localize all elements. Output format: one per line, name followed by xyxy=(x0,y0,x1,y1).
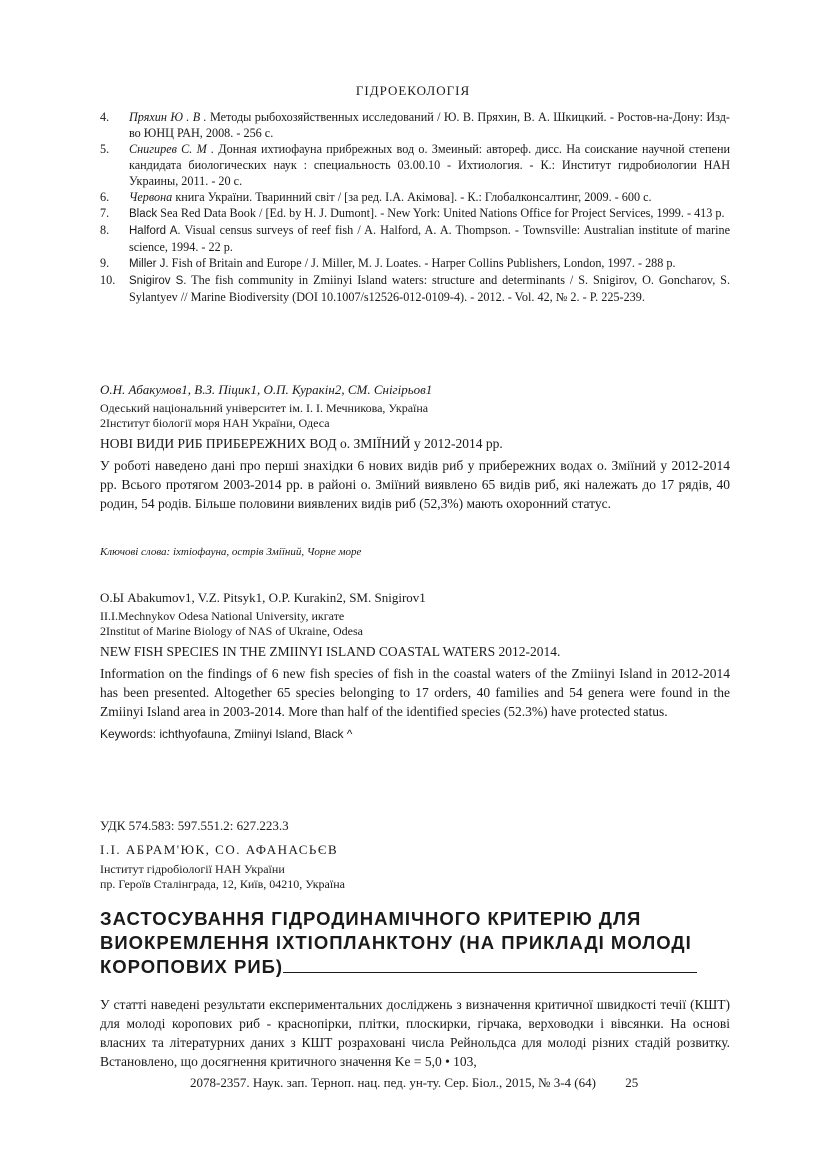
reference-text: Донная ихтиофауна прибрежных вод о. Змеиный: автореф. дисс. На соискание научной степени кандидата биологических наук : специальность 03.00.10 - Ихтиология. - К.: Институт гидробиологии НАН Украины, 2011. - 20 с. xyxy=(129,142,731,188)
page-number: 25 xyxy=(625,1075,639,1090)
reference-number: 9. xyxy=(100,256,110,270)
affiliation-uk-1: Одеський національний університет ім. І. І. Мечникова, Україна xyxy=(100,401,429,415)
reference-item xyxy=(100,205,730,222)
reference-text: Fish of Britain and Europe / J. Miller, M. J. Loates. - Harper Collins Publishers, London, 1997. - 288 p. xyxy=(168,256,676,270)
reference-author: Snigirov S. xyxy=(129,275,187,287)
abstract-title-uk: НОВІ ВИДИ РИБ ПРИБЕРЕЖНИХ ВОД о. ЗМІЇНИЙ у 2012-2014 рр. xyxy=(100,436,503,451)
reference-item xyxy=(100,109,730,141)
authors-en: О.Ы Abakumov1, V.Z. Pitsyk1, O.P. Kurakin2, SM. Snigirov1 xyxy=(100,590,426,605)
reference-author: Black xyxy=(129,208,158,220)
reference-list xyxy=(100,109,730,305)
reference-author: Снигирев С. М . xyxy=(129,142,215,156)
article-title-line: ВИОКРЕМЛЕННЯ ІХТІОПЛАНКТОНУ (НА ПРИКЛАДІ МОЛОДІ xyxy=(100,932,692,953)
reference-author: Пряхин Ю . В . xyxy=(129,110,207,124)
reference-item xyxy=(100,222,730,255)
abstract-uk-section xyxy=(100,382,730,513)
running-header: ГІДРОЕКОЛОГІЯ xyxy=(355,83,471,98)
abstract-title-en: NEW FISH SPECIES IN THE ZMIINYI ISLAND COASTAL WATERS 2012-2014. xyxy=(100,644,561,659)
authors-article: І.І. АБРАМ'ЮК, СО. АФАНАСЬЄВ xyxy=(100,842,339,857)
affiliation-uk-2: 2Інститут біології моря НАН України, Одеса xyxy=(100,416,330,430)
authors-uk: О.Н. Абакумов1, В.З. Піцик1, О.П. Куракін2, СМ. Снігірьов1 xyxy=(100,382,433,397)
article-header xyxy=(100,818,730,892)
reference-text: книга України. Тваринний світ / [за ред. I.А. Акімова]. - К.: Глобалконсалтинг, 2009. - 600 с. xyxy=(172,190,652,204)
reference-item xyxy=(100,272,730,305)
reference-item xyxy=(100,255,730,272)
reference-number: 4. xyxy=(100,110,110,124)
udc-code: УДК 574.583: 597.551.2: 627.223.3 xyxy=(100,818,289,833)
affiliation-en-1: II.I.Mechnykov Odesa National University, икгате xyxy=(100,609,345,623)
title-rule xyxy=(283,958,697,973)
reference-author: Miller J. xyxy=(129,258,169,270)
reference-text: The fish community in Zmiinyi Island waters: structure and determinants / S. Snigirov, O. Goncharov, S. Sylantyev // Marine Biodiversity (DOI 10.1007/s12526-012-0109-4). - 2012. - Vol. 42, № 2. - P. 225-239. xyxy=(129,273,731,304)
affiliation-en-2: 2Institut of Marine Biology of NAS of Ukraine, Odesa xyxy=(100,624,363,638)
reference-number: 8. xyxy=(100,223,110,237)
affiliation-article-1: Інститут гідробіології НАН України xyxy=(100,862,285,876)
reference-author: Червона xyxy=(129,190,173,204)
reference-number: 6. xyxy=(100,190,110,204)
reference-item xyxy=(100,189,730,205)
reference-number: 10. xyxy=(100,273,116,287)
article-title-line: ЗАСТОСУВАННЯ ГІДРОДИНАМІЧНОГО КРИТЕРІЮ ДЛЯ xyxy=(100,908,642,929)
reference-number: 5. xyxy=(100,142,110,156)
keywords-uk: Ключові слова: іхтіофауна, острів Зміїний, Чорне море xyxy=(100,546,362,558)
reference-author: Halford A. xyxy=(129,225,181,237)
keywords-en: Keywords: ichthyofauna, Zmiinyi Island, Black ^ xyxy=(100,727,353,741)
reference-number: 7. xyxy=(100,206,110,220)
page-footer xyxy=(190,1075,638,1091)
abstract-en-section xyxy=(100,590,730,741)
reference-text: Sea Red Data Book / [Ed. by H. J. Dumont]. - New York: United Nations Office for Project Services, 1999. - 413 p. xyxy=(157,206,725,220)
reference-item xyxy=(100,141,730,189)
abstract-text-uk: У роботі наведено дані про перші знахідки 6 нових видів риб у прибережних водах о. Зміїний у 2012-2014 рр. Всього протягом 2003-2014 рр. в районі о. Зміїний виявлено 65 видів риб, які належать до 17 рядів, 40 родин, 54 родів. Більше половини виявлених видів риб (52,3%) мають охоронний статус. xyxy=(100,458,730,511)
reference-text: Методы рыбохозяйственных исследований / Ю. В. Пряхин, В. А. Шкицкий. - Ростов-на-Дону: Изд-во ЮНЦ РАН, 2008. - 256 с. xyxy=(129,110,730,140)
article-title-line-last xyxy=(100,955,730,979)
affiliation-article-2: пр. Героїв Сталінграда, 12, Київ, 04210, Україна xyxy=(100,877,345,891)
article-abstract: У статті наведені результати експериментальних досліджень з визначення критичної швидкості течії (КШТ) для молоді коропових риб - краснопірки, плітки, плоскирки, гірчака, верховодки і вівсянки. На основі власних та літературних даних з КШТ розраховані числа Рейнольдса для молоді різних стадій розвитку. Встановлено, що досягнення критичного значення Ke = 5,0 • 103, xyxy=(100,997,730,1069)
abstract-text-en: Information on the findings of 6 new fish species of fish in the coastal waters of the Zmiinyi Island in 2012-2014 has been presented. Altogether 65 species belonging to 17 orders, 40 families and 54 genera were found in the Zmiinyi Island area in 2003-2014. More than half of the identified species (52.3%) have protected status. xyxy=(100,666,730,719)
article-title xyxy=(100,907,730,979)
article-title-line: КОРОПОВИХ РИБ) xyxy=(100,956,284,977)
footer-citation: 2078-2357. Наук. зап. Терноп. нац. пед. ун-ту. Сер. Біол., 2015, № 3-4 (64) xyxy=(190,1075,596,1090)
reference-text: Visual census surveys of reef fish / A. Halford, A. A. Thompson. - Townsville: Australian institute of marine science, 1994. - 22 p. xyxy=(129,223,730,254)
